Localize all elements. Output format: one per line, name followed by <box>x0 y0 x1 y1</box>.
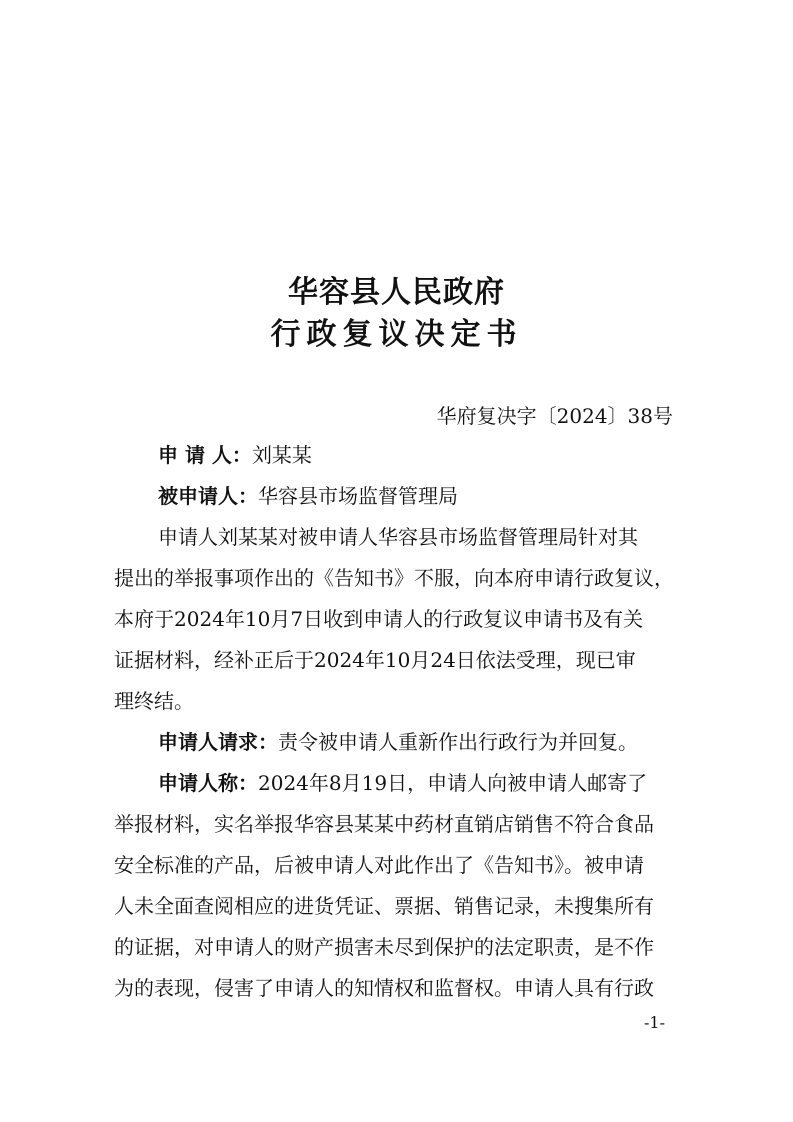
claim-label: 申请人称： <box>158 771 258 795</box>
request-text: 责令被申请人重新作出行政行为并回复。 <box>278 730 638 754</box>
document-title-type: 行政复议决定书 <box>270 317 523 352</box>
respondent-name: 华容县市场监督管理局 <box>258 484 458 508</box>
respondent-line <box>158 482 680 510</box>
intro-line-5: 理终结。 <box>114 689 194 713</box>
document-title-issuer: 华容县人民政府 <box>288 275 505 310</box>
claim-line-2: 举报材料，实名举报华容县某某中药材直销店销售不符合食品 <box>114 812 654 836</box>
applicant-name: 刘某某 <box>251 443 312 467</box>
claim-line-1 <box>158 769 680 797</box>
claim-line-4: 人未全面查阅相应的进货凭证、票据、销售记录，未搜集所有 <box>114 894 654 918</box>
claim-line-5: 的证据，对申请人的财产损害未尽到保护的法定职责，是不作 <box>114 935 654 959</box>
applicant-line <box>158 441 680 469</box>
intro-line-1: 申请人刘某某对被申请人华容县市场监督管理局针对其 <box>158 525 638 549</box>
page-number: -1- <box>644 1013 665 1032</box>
intro-line-4: 证据材料，经补正后于2024年10月24日依法受理，现已审 <box>114 648 636 672</box>
claim-line-6: 为的表现，侵害了申请人的知情权和监督权。申请人具有行政 <box>114 976 654 1000</box>
intro-line-3: 本府于2024年10月7日收到申请人的行政复议申请书及有关 <box>114 607 644 631</box>
applicant-label: 申 请 人： <box>158 443 252 467</box>
request-line <box>158 728 680 756</box>
respondent-label: 被申请人： <box>158 484 258 508</box>
document-number: 华府复决字〔2024〕38号 <box>436 404 673 428</box>
claim-first-line: 2024年8月19日，申请人向被申请人邮寄了 <box>258 771 648 795</box>
claim-line-3: 安全标准的产品，后被申请人对此作出了《告知书》。被申请 <box>114 853 644 877</box>
intro-line-2: 提出的举报事项作出的《告知书》不服，向本府申请行政复议， <box>114 566 674 590</box>
request-label: 申请人请求： <box>158 730 278 754</box>
